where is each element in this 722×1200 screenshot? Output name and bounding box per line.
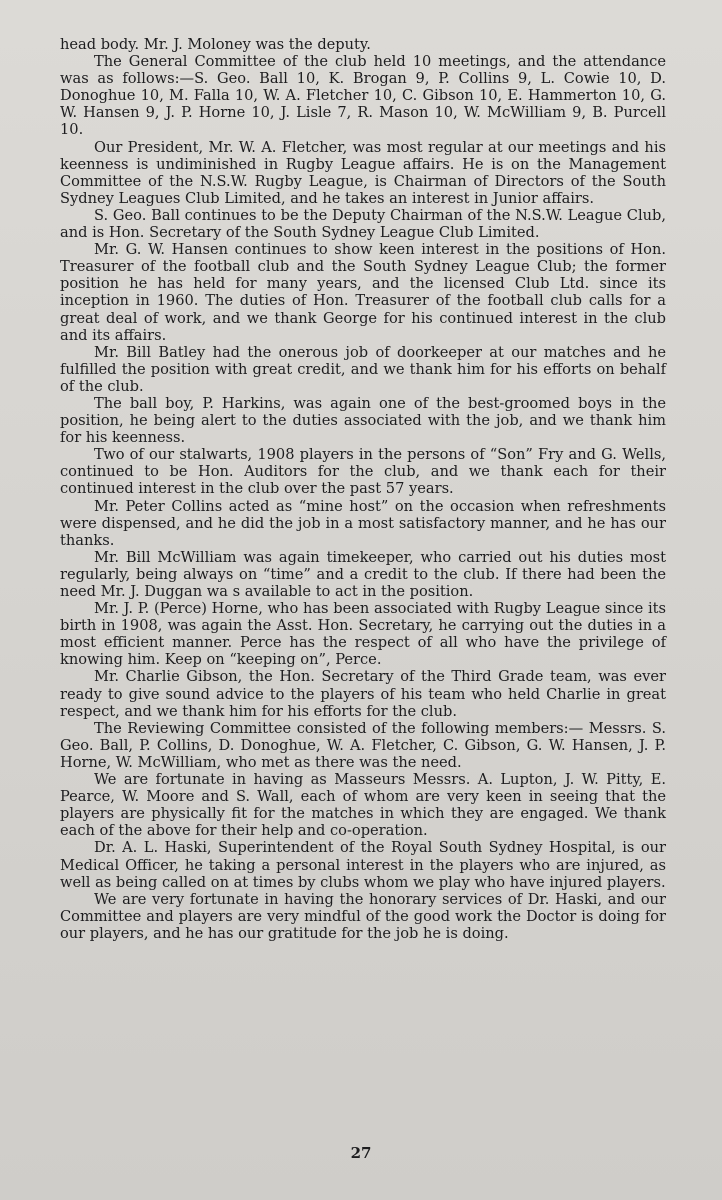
paragraph-reviewing-committee: The Reviewing Committee consisted of the following members:— Messrs. S. Geo. Ball, P. Collins, D. Donoghue, W. A. Fletcher, C. Gibson, G. W. Hansen, J. P. Horne, W. McWilliam, who met as there was the need. xyxy=(60,719,666,771)
paragraph-auditors: Two of our stalwarts, 1908 players in the persons of “Son” Fry and G. Wells, continued to be Hon. Auditors for the club, and we thank each for their continued interest in the club over the past 57 years. xyxy=(60,446,666,498)
paragraph-ball-boy: The ball boy, P. Harkins, was again one of the best-groomed boys in the position, he being alert to the duties associated with the job, and we thank him for his keenness. xyxy=(60,394,666,447)
paragraph-gratitude: We are very fortunate in having the honorary services of Dr. Haski, and our Committee and players are very mindful of the good work the Doctor is doing for our players, and he has our gratitude for the job he is doing. xyxy=(60,890,666,942)
paragraph-committee-attendance: The General Committee of the club held 10 meetings, and the attendance was as follows:—S. Geo. Ball 10, K. Brogan 9, P. Collins 9, L. Cowie 10, D. Donoghue 10, M. Falla 10, W. A. Fletcher 10, C. Gibson 10, E. Hammerton 10, G. W. Hansen 9, J. P. Horne 10, J. Lisle 7, R. Mason 10, W. McWilliam 9, B. Purcell 10. xyxy=(60,53,666,139)
paragraph-third-grade-secretary: Mr. Charlie Gibson, the Hon. Secretary of the Third Grade team, was ever ready to give sound advice to the players of his team who held Charlie in great respect, and we thank him for his efforts for the club. xyxy=(60,668,666,720)
body-text xyxy=(60,36,666,942)
paragraph-asst-secretary: Mr. J. P. (Perce) Horne, who has been associated with Rugby League since its birth in 1908, was again the Asst. Hon. Secretary, he carrying out the duties in a most efficient manner. Perce has the respect of all who have the privilege of knowing him. Keep on “keeping on”, Perce. xyxy=(60,600,666,669)
paragraph-president: Our President, Mr. W. A. Fletcher, was most regular at our meetings and his keenness is undiminished in Rugby League affairs. He is on the Management Committee of the N.S.W. Rugby League, is Chairman of Directors of the South Sydney Leagues Club Limited, and he takes an interest in Junior affairs. xyxy=(60,138,666,207)
paragraph-deputy-chairman: S. Geo. Ball continues to be the Deputy Chairman of the N.S.W. League Club, and is Hon. Secretary of the South Sydney League Club Limited. xyxy=(60,206,666,242)
paragraph-treasurer: Mr. G. W. Hansen continues to show keen interest in the positions of Hon. Treasurer of the football club and the South Sydney League Club; the former position he has held for many years, and the licensed Club Ltd. since its inception in 1960. The duties of Hon. Treasurer of the football club calls for a great deal of work, and we thank George for his continued interest in the club and its affairs. xyxy=(60,241,666,344)
paragraph-medical-officer: Dr. A. L. Haski, Superintendent of the Royal South Sydney Hospital, is our Medical Officer, he taking a personal interest in the players who are injured, as well as being called on at times by clubs whom we play who have injured players. xyxy=(60,839,666,891)
page-number: 27 xyxy=(350,1144,372,1162)
paragraph-continuation: head body. Mr. J. Moloney was the deputy. xyxy=(60,36,371,53)
paragraph-timekeeper: Mr. Bill McWilliam was again timekeeper, who carried out his duties most regularly, being always on “time” and a credit to the club. If there had been the need Mr. J. Duggan wa s available to act in the position. xyxy=(60,548,666,600)
paragraph-masseurs: We are fortunate in having as Masseurs Messrs. A. Lupton, J. W. Pitty, E. Pearce, W. Moore and S. Wall, each of whom are very keen in seeing that the players are physically fit for the matches in which they are engaged. We thank each of the above for their help and co-operation. xyxy=(60,771,666,840)
paragraph-doorkeeper: Mr. Bill Batley had the onerous job of doorkeeper at our matches and he fulfilled the position with great credit, and we thank him for his efforts on behalf of the club. xyxy=(60,343,666,395)
paragraph-mine-host: Mr. Peter Collins acted as “mine host” on the occasion when refreshments were dispensed, and he did the job in a most satisfactory manner, and he has our thanks. xyxy=(60,497,666,549)
